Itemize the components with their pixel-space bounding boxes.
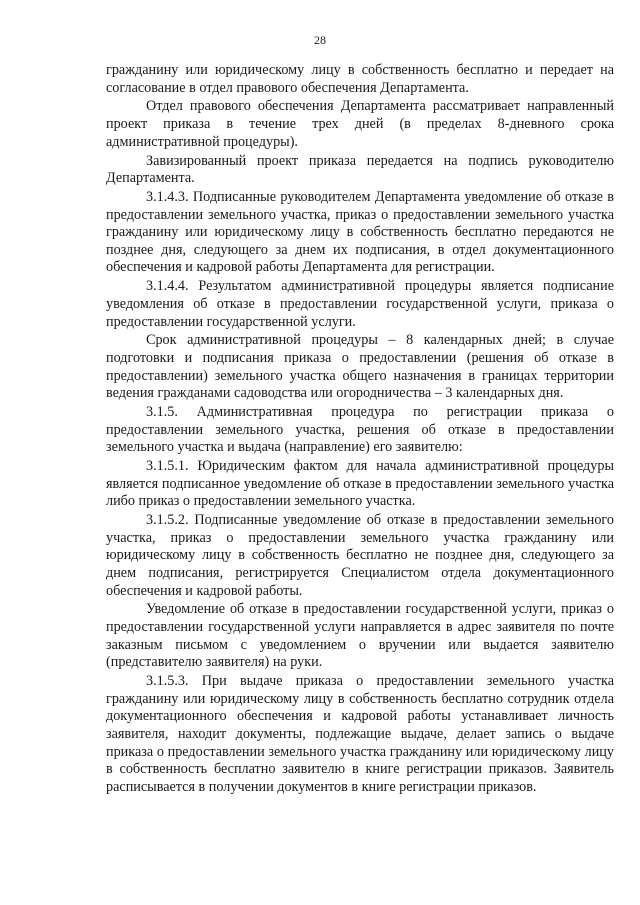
paragraph-legal-review: Отдел правового обеспечения Департамента рассматривает направленный проект приказа в течение трех дней (в пределах 8-дневного срока административной процедуры). xyxy=(106,98,614,150)
paragraph-3-1-4-4: 3.1.4.4. Результатом административной процедуры является подписание уведомления об отказе в предоставлении государственной услуги, приказа о предоставлении государственной услуги. xyxy=(106,278,614,330)
page-number: 28 xyxy=(314,33,326,47)
document-body xyxy=(106,62,614,798)
paragraph-procedure-term: Срок административной процедуры – 8 календарных дней; в случае подготовки и подписания приказа о предоставлении (решения об отказе в предоставлении) земельного участка общего назначения в границах территории ведения гражданами садоводства или огородничества – 3 календарных дня. xyxy=(106,332,614,402)
paragraph-3-1-5: 3.1.5. Административная процедура по регистрации приказа о предоставлении земельного участка, решения об отказе в предоставлении земельного участка и выдача (направление) его заявителю: xyxy=(106,404,614,456)
paragraph-3-1-5-2: 3.1.5.2. Подписанные уведомление об отказе в предоставлении земельного участка, приказ о предоставлении земельного участка гражданину или юридическому лицу в собственность бесплатно не позднее дня, следующего за днем подписания, регистрируется Специалистом отдела документационного обеспечения и кадровой работы. xyxy=(106,512,614,599)
paragraph-continuation: гражданину или юридическому лицу в собственность бесплатно и передает на согласование в отдел правового обеспечения Департамента. xyxy=(106,62,614,96)
paragraph-notification-delivery: Уведомление об отказе в предоставлении государственной услуги, приказ о предоставлении государственной услуги направляется в адрес заявителя по почте заказным письмом с уведомлением о вручении или выдается заявителю (представителю заявителя) на руки. xyxy=(106,601,614,671)
paragraph-signature-transfer: Завизированный проект приказа передается на подпись руководителю Департамента. xyxy=(106,152,614,187)
paragraph-3-1-4-3: 3.1.4.3. Подписанные руководителем Департамента уведомление об отказе в предоставлении земельного участка, приказ о предоставлении земельного участка гражданину или юридическому лицу в собственность бесплатно передаются не позднее дня, следующего за днем их подписания, в отдел документационного обеспечения и кадровой работы Департамента для регистрации. xyxy=(106,189,614,276)
paragraph-3-1-5-3: 3.1.5.3. При выдаче приказа о предоставлении земельного участка гражданину или юридическому лицу в собственность бесплатно сотрудник отдела документационного обеспечения и кадровой работы устанавливает личность заявителя, находит документы, подлежащие выдаче, делает запись о выдаче приказа о предоставлении земельного участка гражданину или юридическому лицу в собственность бесплатно заявителю в книге регистрации приказов. Заявитель расписывается в получении документов в книге регистрации приказов. xyxy=(106,673,614,795)
paragraph-3-1-5-1: 3.1.5.1. Юридическим фактом для начала административной процедуры является подписанное уведомление об отказе в предоставлении земельного участка либо приказ о предоставлении земельного участка. xyxy=(106,458,614,510)
